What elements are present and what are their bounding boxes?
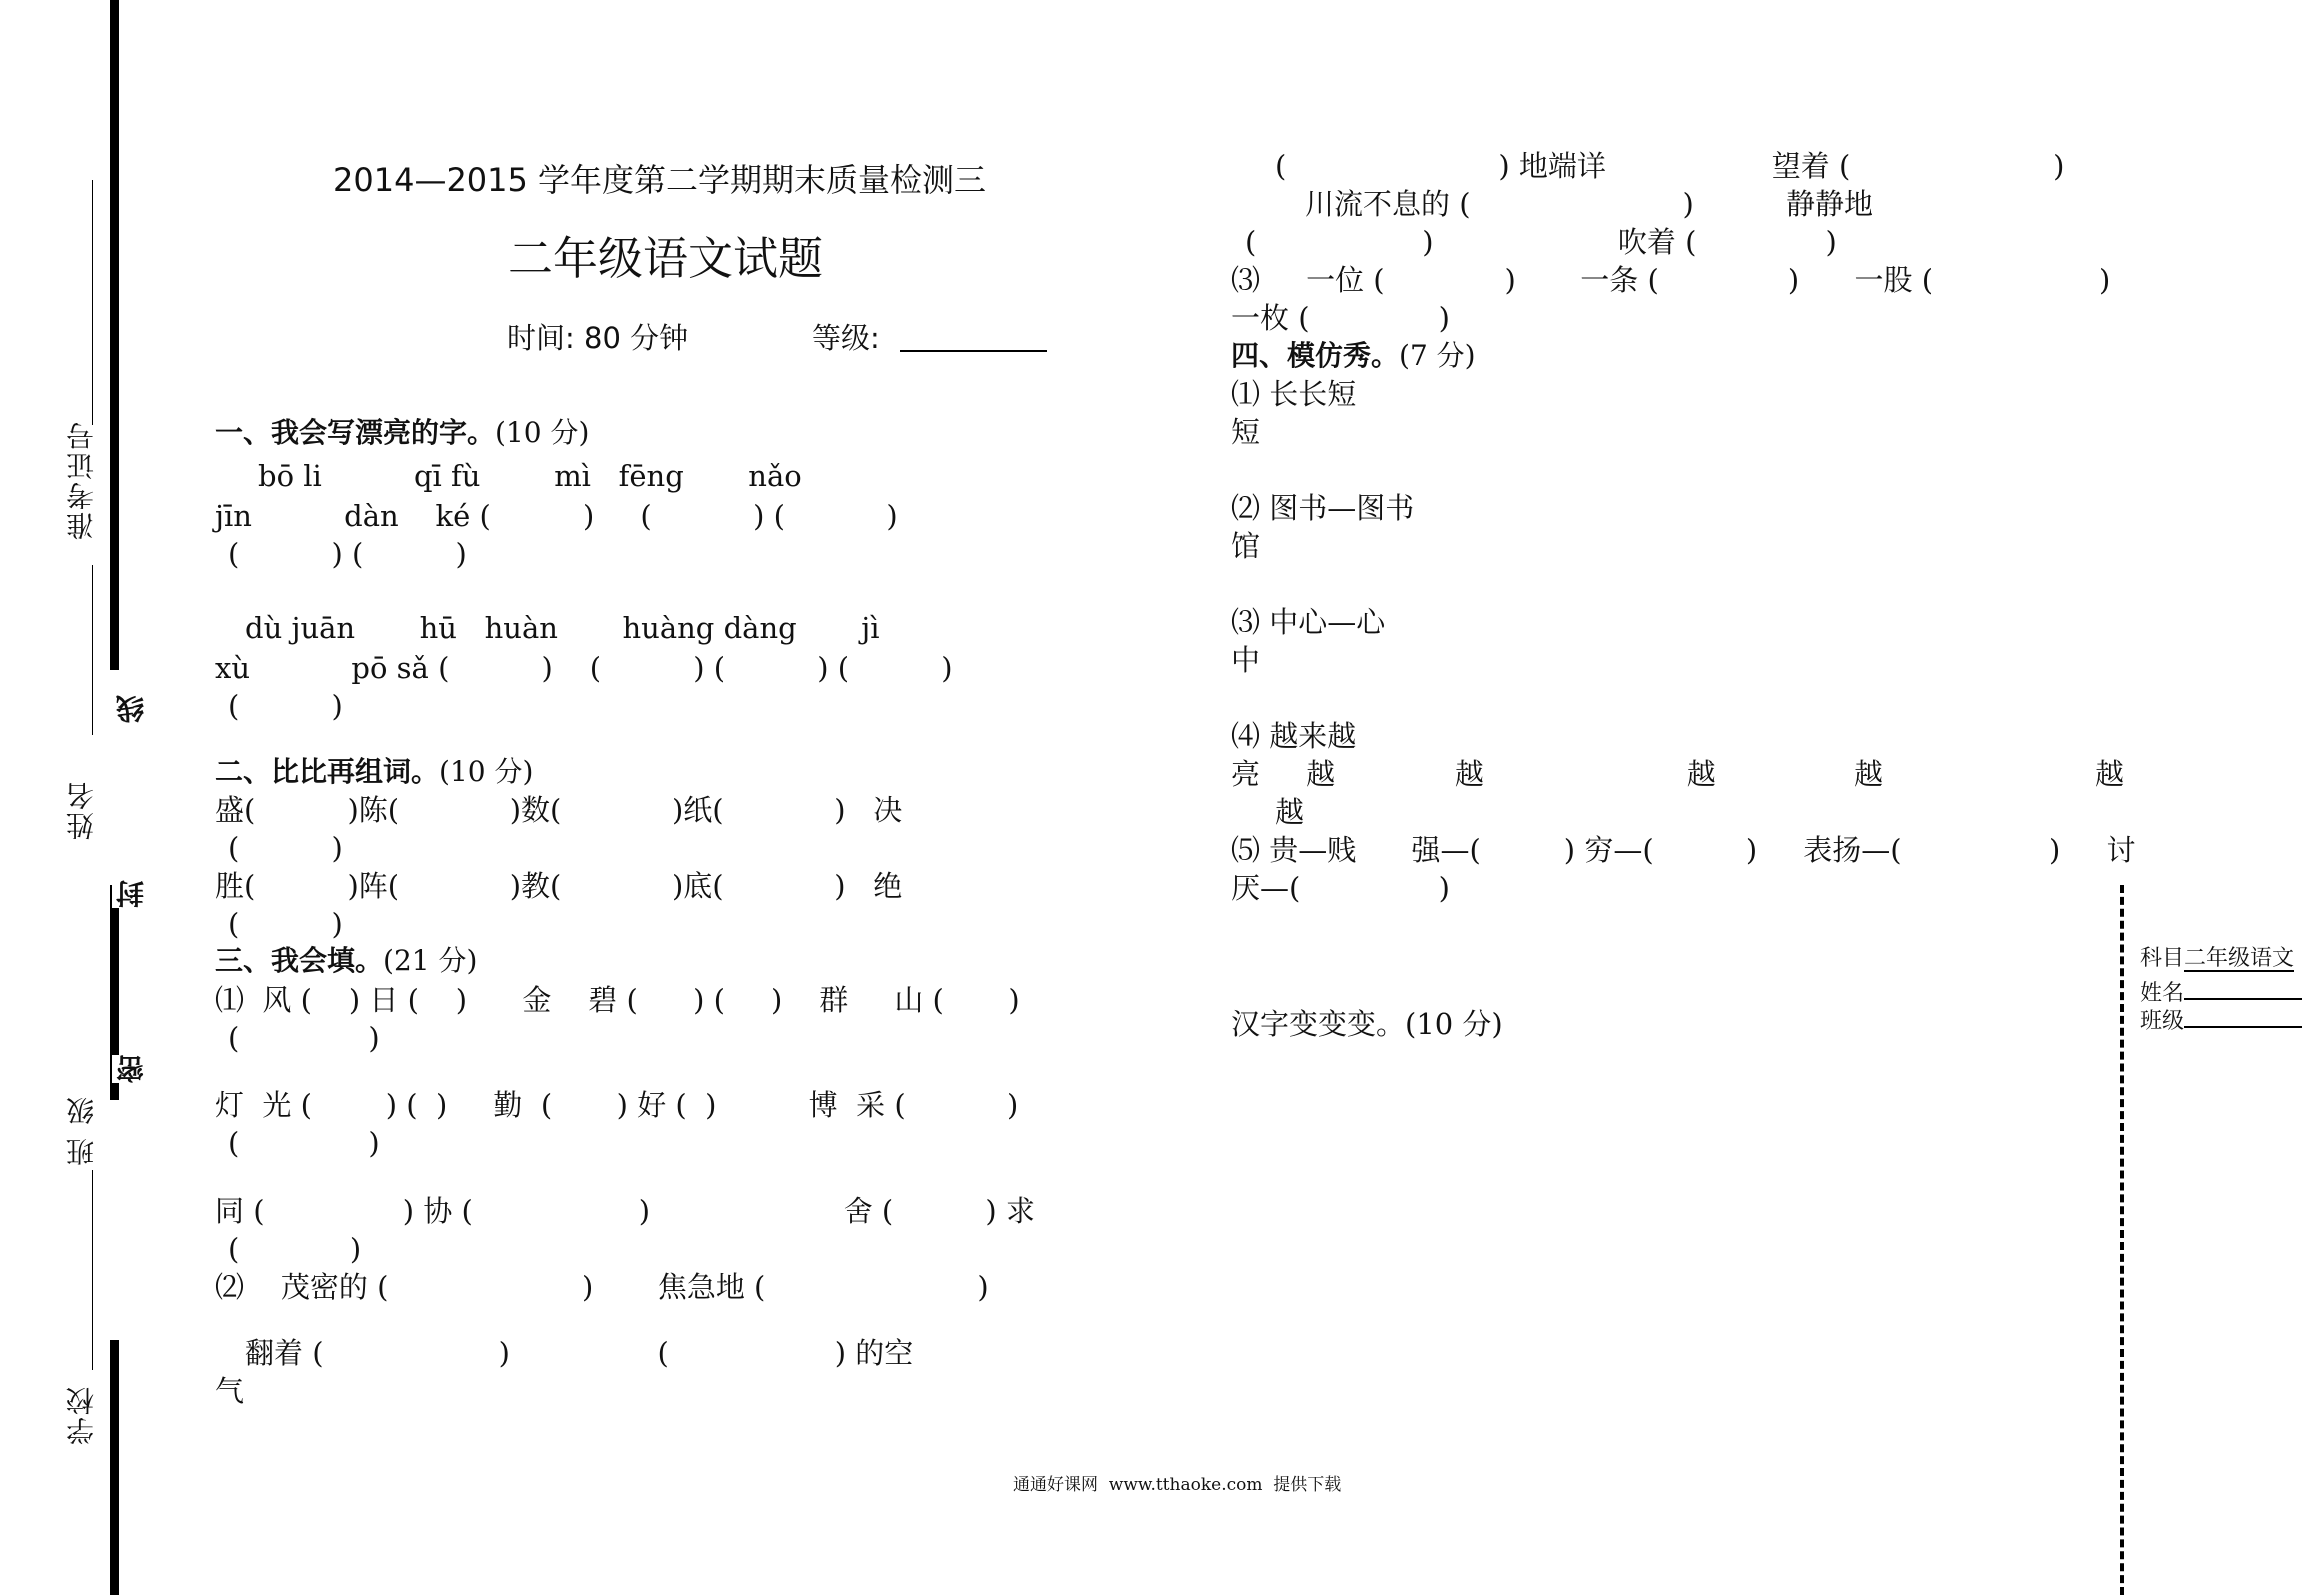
section5-heading: 汉字变变变。(10 分) [1231, 1007, 1503, 1041]
section1-heading [215, 416, 590, 449]
time-label: 时间: 80 分钟 [507, 321, 689, 355]
seal-mark-dense: 密 [112, 1055, 152, 1083]
s2-line1[interactable]: 盛( )陈( )数( )纸( ) 决 [215, 793, 903, 827]
s2-line3[interactable]: 胜( )阵( )教( )底( ) 绝 [215, 869, 903, 903]
section2-heading [215, 755, 534, 788]
binding-bar-top [110, 0, 119, 670]
s3-q1-line4[interactable]: ( ) [228, 1126, 380, 1160]
s3-q1-line3[interactable]: 灯 光 ( ) ( ) 勤 ( ) 好 ( ) 博 采 ( ) [215, 1088, 1019, 1122]
side-name-label: 姓名 [2140, 981, 2185, 1006]
r-cont-line2[interactable]: 川流不息的 ( ) 静静地 [1305, 187, 1874, 221]
s3-q1-line6[interactable]: ( ) [228, 1232, 362, 1266]
s4-q4c: 越 [1275, 795, 1305, 829]
section4-points: (7 分) [1399, 339, 1476, 372]
r-cont-line1[interactable]: ( ) 地端详 望着 ( ) [1275, 149, 2065, 183]
margin-underline-name [92, 565, 93, 735]
s3-q1-line1[interactable]: ⑴ 风 ( ) 日 ( ) 金 碧 ( ) ( ) 群 山 ( ) [215, 983, 1020, 1017]
student-name-label: 姓名 [65, 780, 98, 840]
s1-row2-line2[interactable]: xù pō sǎ ( ) ( ) ( ) ( ) [215, 651, 953, 685]
section2-heading-text: 二、比比再组词。 [215, 755, 440, 788]
s1-row2-line3[interactable]: ( ) [228, 689, 343, 723]
class-label: 班 级 [65, 1095, 98, 1166]
s4-q4: ⑷ 越来越 [1231, 719, 1357, 753]
side-class-row [2140, 1004, 2302, 1033]
section1-points: (10 分) [495, 416, 590, 449]
s2-line2[interactable]: ( ) [228, 831, 343, 865]
s4-q5[interactable]: ⑸ 贵—贱 强—( ) 穷—( ) 表扬—( ) 讨 [1231, 833, 2136, 867]
s3-q1-line5[interactable]: 同 ( ) 协 ( ) 舍 ( ) 求 [215, 1194, 1035, 1228]
r-q3-line1[interactable]: ⑶ 一位 ( ) 一条 ( ) 一股 ( ) [1231, 263, 2111, 297]
school-label: 学校 [65, 1385, 98, 1445]
side-subject-label: 科目 [2140, 946, 2185, 971]
binding-bar-bottom [110, 1340, 119, 1595]
grade-label: 等级: [812, 321, 880, 355]
section1-heading-text: 一、我会写漂亮的字。 [215, 416, 496, 449]
side-class-blank[interactable] [2184, 1004, 2302, 1028]
s3-q2-line3: 气 [215, 1374, 245, 1408]
grade-blank[interactable] [900, 350, 1047, 352]
s1-row1-line3[interactable]: ( ) ( ) [228, 537, 467, 571]
section3-heading-text: 三、我会填。 [215, 944, 384, 977]
side-subject-row [2140, 948, 2294, 972]
side-name-row [2140, 976, 2302, 1005]
s1-pinyin-row1: bō li qī fù mì fēng nǎo [258, 459, 802, 493]
s4-q2b: 馆 [1231, 529, 1261, 563]
side-subject-value: 二年级语文 [2184, 946, 2295, 971]
exam-id-label: 准考证号 [65, 420, 98, 540]
s2-line4[interactable]: ( ) [228, 907, 343, 941]
exam-title: 2014—2015 学年度第二学期期末质量检测三 [333, 161, 987, 199]
side-class-label: 班级 [2140, 1009, 2185, 1034]
s4-q4b[interactable]: 亮 越 越 越 越 越 [1231, 757, 2125, 791]
s3-q1-line2[interactable]: ( ) [228, 1021, 380, 1055]
s1-row1-line2[interactable]: jīn dàn ké ( ) ( ) ( ) [215, 499, 898, 533]
side-name-blank[interactable] [2184, 976, 2302, 1000]
footer-credit: 通通好课网 www.tthaoke.com 提供下载 [1013, 1475, 1342, 1495]
margin-underline-exam-id [92, 180, 93, 425]
s3-q2-line1[interactable]: ⑵ 茂密的 ( ) 焦急地 ( ) [215, 1270, 989, 1304]
s4-q1: ⑴ 长长短 [1231, 377, 1357, 411]
s1-pinyin-row2: dù juān hū huàn huàng dàng jì [245, 611, 880, 645]
fold-dashed-line [2120, 885, 2124, 1595]
s4-q3b: 中 [1231, 643, 1261, 677]
s4-q5b[interactable]: 厌—( ) [1231, 871, 1450, 905]
s4-q1b: 短 [1231, 415, 1261, 449]
section4-heading [1231, 339, 1476, 372]
s4-q2: ⑵ 图书—图书 [1231, 491, 1415, 525]
subject-title: 二年级语文试题 [508, 232, 824, 285]
section3-points: (21 分) [383, 944, 478, 977]
s3-q2-line2[interactable]: 翻着 ( ) ( ) 的空 [245, 1336, 914, 1370]
r-q3-line2[interactable]: 一枚 ( ) [1231, 301, 1450, 335]
section4-heading-text: 四、模仿秀。 [1231, 339, 1400, 372]
section3-heading [215, 944, 478, 977]
section2-points: (10 分) [439, 755, 534, 788]
s4-q3: ⑶ 中心—心 [1231, 605, 1386, 639]
margin-underline-class [92, 1170, 93, 1370]
seal-mark-seal: 封 [112, 880, 152, 908]
seal-mark-line: 线 [112, 695, 152, 723]
r-cont-line3[interactable]: ( ) 吹着 ( ) [1245, 225, 1837, 259]
